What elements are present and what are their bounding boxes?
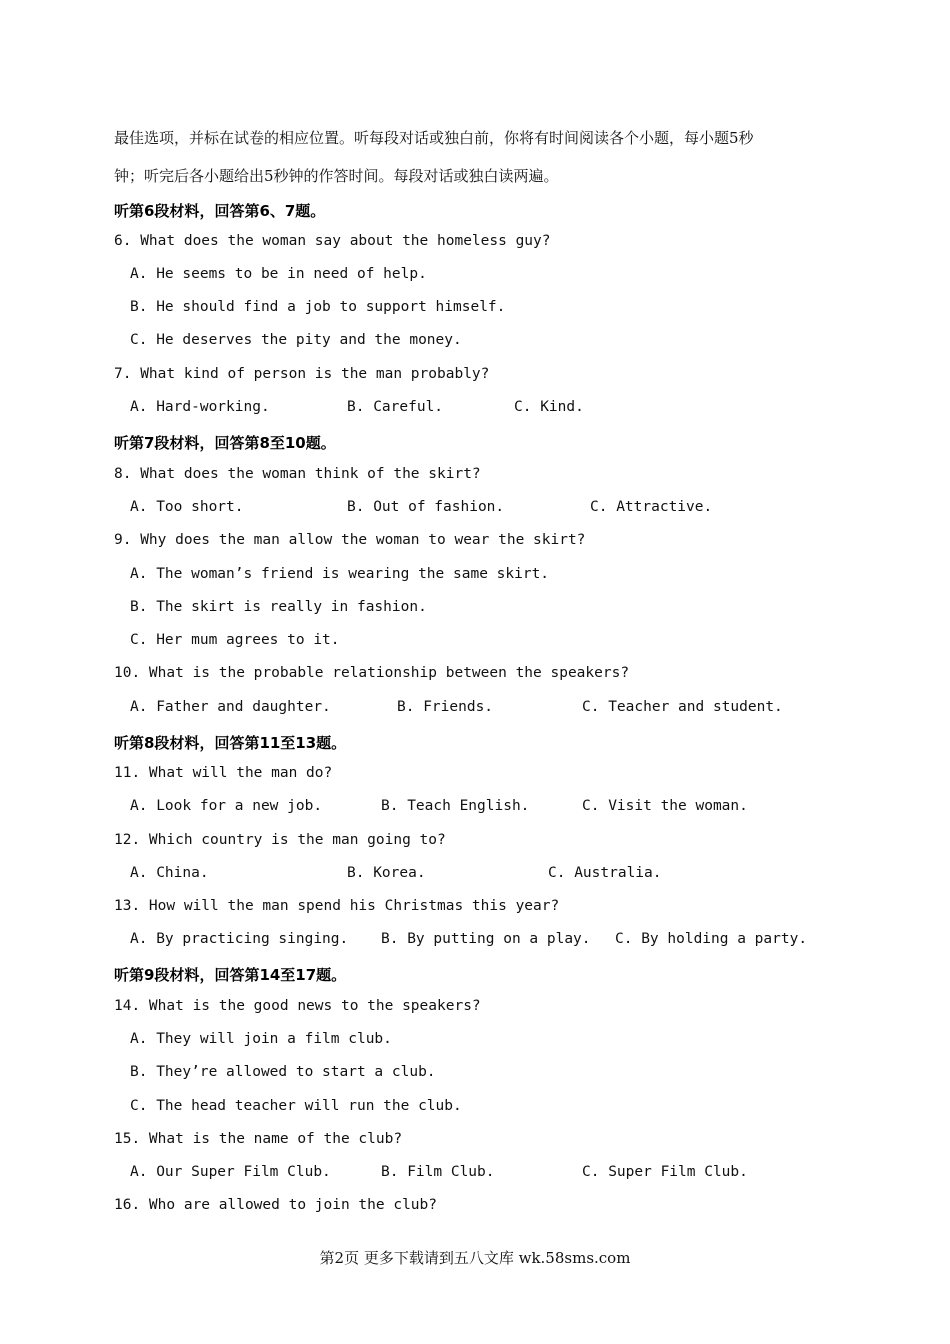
option-c: C. Teacher and student. <box>582 699 783 715</box>
question-8-options <box>130 499 850 519</box>
option-c: C. Attractive. <box>590 499 713 515</box>
section-heading-6: 听第6段材料，回答第6、7题。 <box>114 202 326 220</box>
option-c: C. The head teacher will run the club. <box>130 1098 462 1114</box>
option-c: C. He deserves the pity and the money. <box>130 332 462 348</box>
question-7-options <box>130 399 850 419</box>
question-6: 6. What does the woman say about the homeless guy? <box>114 233 551 249</box>
question-15: 15. What is the name of the club? <box>114 1131 403 1147</box>
section-heading-9: 听第9段材料，回答第14至17题。 <box>114 966 347 984</box>
question-11: 11. What will the man do? <box>114 765 333 781</box>
option-a: A. The woman’s friend is wearing the same skirt. <box>130 566 550 582</box>
question-9-option-row <box>130 632 850 652</box>
question-11-options <box>130 798 850 818</box>
instructions-line-2: 钟；听完后各小题给出5秒钟的作答时间。每段对话或独白读两遍。 <box>114 167 559 185</box>
question-15-options <box>130 1164 850 1184</box>
question-6-option-row <box>130 266 850 286</box>
option-c: C. Australia. <box>548 865 662 881</box>
option-b: B. He should find a job to support himself. <box>130 299 506 315</box>
question-12: 12. Which country is the man going to? <box>114 832 446 848</box>
question-14-option-row <box>130 1064 850 1084</box>
question-16: 16. Who are allowed to join the club? <box>114 1197 438 1213</box>
instructions-line-1: 最佳选项，并标在试卷的相应位置。听每段对话或独白前，你将有时间阅读各个小题，每小题5秒 <box>114 129 754 147</box>
option-a: A. He seems to be in need of help. <box>130 266 427 282</box>
question-9-option-row <box>130 599 850 619</box>
section-heading-7: 听第7段材料，回答第8至10题。 <box>114 434 336 452</box>
option-a: A. Father and daughter. <box>130 699 331 715</box>
question-14: 14. What is the good news to the speakers? <box>114 998 481 1014</box>
question-12-options <box>130 865 850 885</box>
question-13: 13. How will the man spend his Christmas this year? <box>114 898 560 914</box>
section-heading-8: 听第8段材料，回答第11至13题。 <box>114 734 347 752</box>
option-c: C. Visit the woman. <box>582 798 748 814</box>
question-10-options <box>130 699 850 719</box>
option-b: B. The skirt is really in fashion. <box>130 599 427 615</box>
page-footer: 第2页 更多下载请到五八文库 wk.58sms.com <box>319 1249 631 1267</box>
question-13-options <box>130 931 850 951</box>
option-b: B. Film Club. <box>381 1164 495 1180</box>
option-b: B. Out of fashion. <box>347 499 505 515</box>
option-a: A. Look for a new job. <box>130 798 323 814</box>
option-c: C. Super Film Club. <box>582 1164 748 1180</box>
option-c: C. By holding a party. <box>615 931 808 947</box>
option-c: C. Kind. <box>514 399 584 415</box>
option-b: B. They’re allowed to start a club. <box>130 1064 436 1080</box>
question-8: 8. What does the woman think of the skirt? <box>114 466 481 482</box>
question-6-option-row <box>130 299 850 319</box>
option-a: A. They will join a film club. <box>130 1031 392 1047</box>
question-14-option-row <box>130 1031 850 1051</box>
option-b: B. Korea. <box>347 865 426 881</box>
option-a: A. Our Super Film Club. <box>130 1164 331 1180</box>
option-a: A. By practicing singing. <box>130 931 349 947</box>
option-a: A. Hard-working. <box>130 399 270 415</box>
question-9-option-row <box>130 566 850 586</box>
option-b: B. Teach English. <box>381 798 530 814</box>
question-6-option-row <box>130 332 850 352</box>
question-7: 7. What kind of person is the man probably? <box>114 366 490 382</box>
question-10: 10. What is the probable relationship between the speakers? <box>114 665 630 681</box>
option-a: A. Too short. <box>130 499 244 515</box>
option-b: B. Friends. <box>397 699 494 715</box>
option-b: B. Careful. <box>347 399 444 415</box>
option-c: C. Her mum agrees to it. <box>130 632 340 648</box>
question-14-option-row <box>130 1098 850 1118</box>
option-a: A. China. <box>130 865 209 881</box>
question-9: 9. Why does the man allow the woman to wear the skirt? <box>114 532 586 548</box>
option-b: B. By putting on a play. <box>381 931 591 947</box>
